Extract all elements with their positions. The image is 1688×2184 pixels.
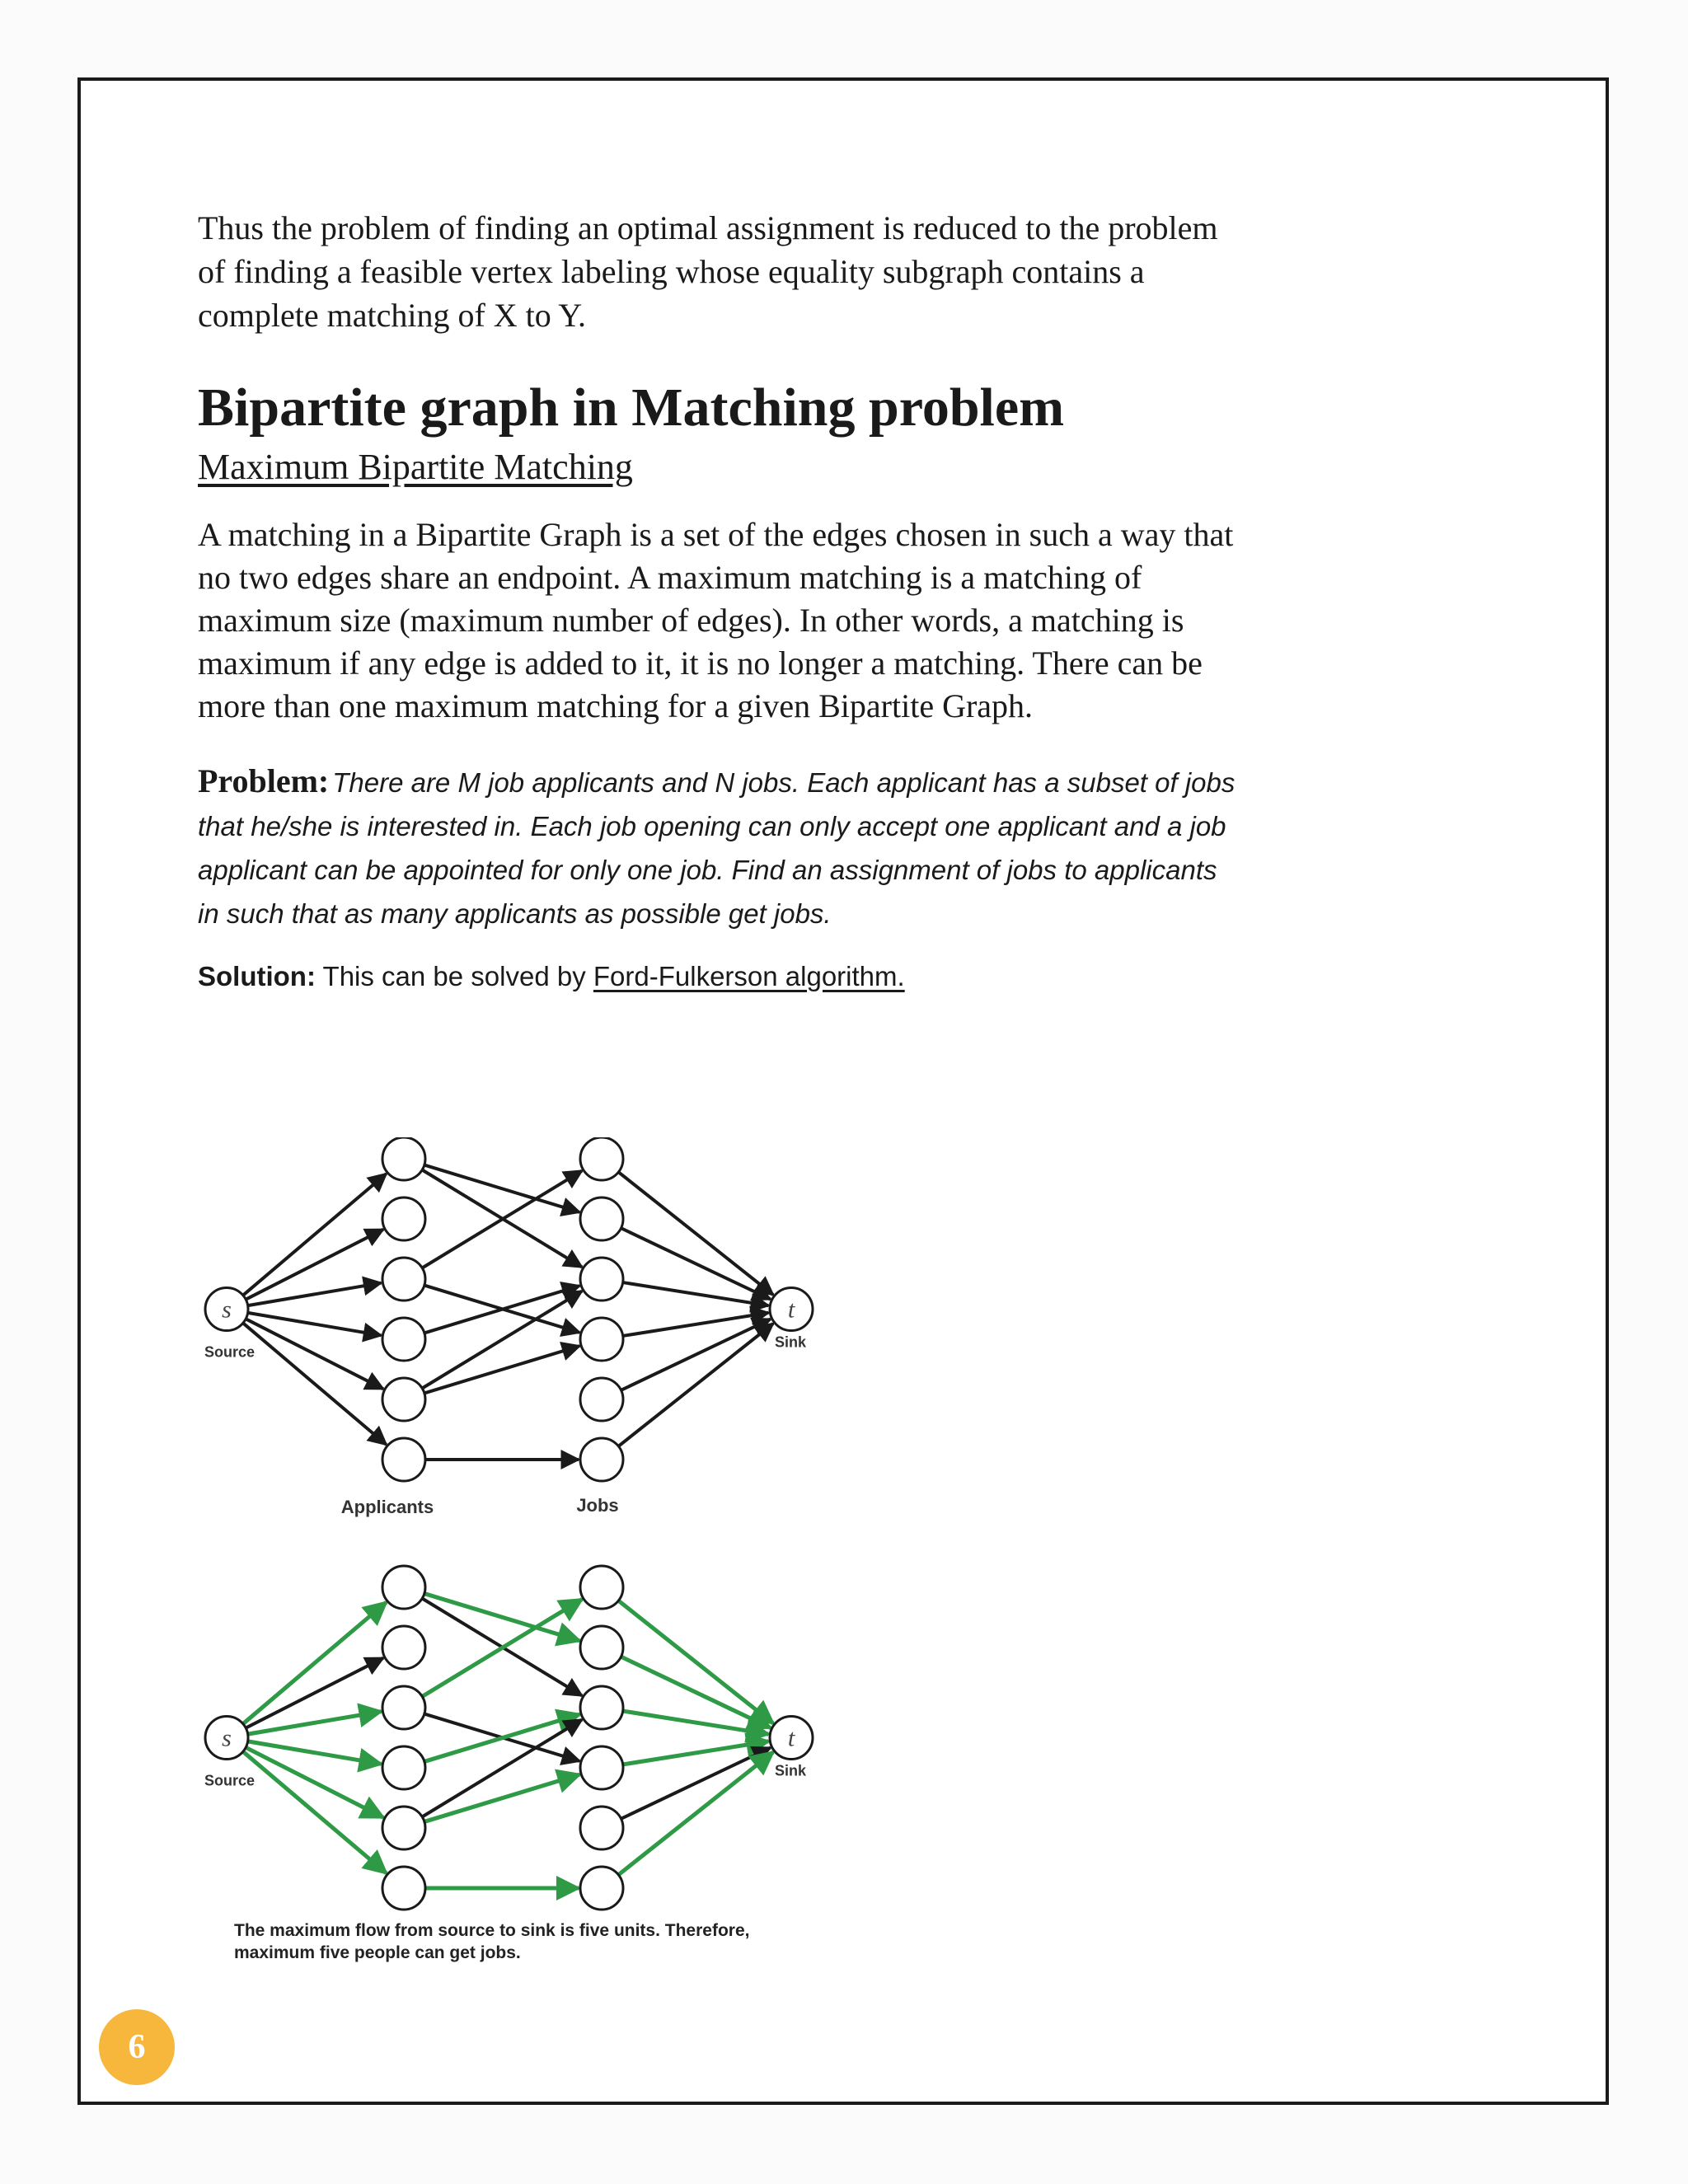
job-to-sink-edge — [623, 1282, 769, 1305]
job-node — [580, 1378, 623, 1421]
job-node — [580, 1137, 623, 1180]
applicant-node — [382, 1258, 425, 1301]
source-to-applicant-edge — [243, 1174, 387, 1296]
job-to-sink-edge — [621, 1319, 770, 1390]
job-to-sink-edge — [623, 1741, 769, 1765]
flow-network-figure — [198, 1137, 841, 1978]
applicant-to-job-edge — [424, 1346, 579, 1393]
solution-statement — [198, 958, 1236, 995]
source-node-label: s — [222, 1724, 232, 1752]
applicant-node — [382, 1438, 425, 1481]
source-to-applicant-edge — [248, 1283, 382, 1305]
ford-fulkerson-link[interactable]: Ford-Fulkerson algorithm. — [593, 961, 905, 991]
problem-text: There are M job applicants and N jobs. Each applicant has a subset of jobs that he/she is interested in. Each job opening can only accept one applicant and a job applicant can be appointed for only one job. Find an assignment of jobs to applicants in such that as many applicants as possible get jobs. — [198, 767, 1236, 929]
applicant-to-job-edge — [424, 1165, 579, 1212]
sink-label: Sink — [775, 1762, 807, 1779]
job-to-sink-edge — [618, 1601, 773, 1723]
problem-statement — [198, 762, 1236, 939]
applicant-node — [382, 1197, 425, 1240]
applicant-node — [382, 1807, 425, 1849]
intro-paragraph: Thus the problem of finding an optimal assignment is reduced to the problem of finding a feasible vertex labeling whose equality subgraph contains a complete matching of X to Y. — [198, 209, 1218, 334]
job-node — [580, 1318, 623, 1361]
applicant-to-job-edge — [424, 1774, 579, 1821]
job-node — [580, 1197, 623, 1240]
job-to-sink-edge — [621, 1228, 770, 1299]
source-to-applicant-edge — [246, 1319, 383, 1389]
applicant-node — [382, 1686, 425, 1729]
problem-label: Problem: — [198, 762, 330, 799]
source-to-applicant-edge — [243, 1323, 387, 1445]
source-to-applicant-edge — [246, 1747, 383, 1817]
applicant-node — [382, 1867, 425, 1910]
applicant-node — [382, 1137, 425, 1180]
source-to-applicant-edge — [246, 1658, 383, 1728]
job-node — [580, 1686, 623, 1729]
source-to-applicant-edge — [243, 1751, 387, 1873]
job-to-sink-edge — [621, 1748, 770, 1819]
applicant-to-job-edge — [422, 1720, 582, 1817]
jobs-label: Jobs — [576, 1495, 619, 1516]
solution-text: This can be solved by — [322, 961, 586, 991]
job-to-sink-edge — [621, 1657, 770, 1727]
job-node — [580, 1438, 623, 1481]
matching-definition-paragraph: A matching in a Bipartite Graph is a set of the edges chosen in such a way that no two edges share an endpoint. A maximum matching is a matching of maximum size (maximum number of edges). In other words, a matching is maximum if any edge is added to it, it is no longer a matching. There can be more than one maximum matching for a given Bipartite Graph. — [198, 516, 1234, 724]
job-to-sink-edge — [618, 1324, 773, 1446]
applicant-node — [382, 1318, 425, 1361]
job-to-sink-edge — [623, 1313, 769, 1336]
job-to-sink-edge — [618, 1172, 773, 1295]
job-to-sink-edge — [618, 1752, 773, 1875]
figure-caption-line-2: maximum five people can get jobs. — [234, 1943, 521, 1962]
source-label: Source — [204, 1772, 256, 1789]
job-node — [580, 1746, 623, 1789]
figure-caption-line-1: The maximum flow from source to sink is five units. Therefore, — [234, 1921, 750, 1940]
applicants-label: Applicants — [340, 1497, 434, 1517]
section-subtitle: Maximum Bipartite Matching — [198, 447, 633, 487]
job-node — [580, 1566, 623, 1609]
page-content — [198, 206, 1236, 995]
source-to-applicant-edge — [243, 1602, 387, 1724]
solution-label: Solution: — [198, 961, 316, 991]
applicant-node — [382, 1378, 425, 1421]
sink-node-label: t — [787, 1296, 795, 1324]
applicant-node — [382, 1626, 425, 1669]
applicant-node — [382, 1746, 425, 1789]
page-number-badge: 6 — [99, 2009, 175, 2085]
source-to-applicant-edge — [248, 1712, 382, 1734]
source-node-label: s — [222, 1296, 232, 1324]
applicant-to-job-edge — [422, 1291, 582, 1389]
job-node — [580, 1626, 623, 1669]
flow-network-svg — [198, 1137, 841, 1978]
sink-label: Sink — [775, 1333, 807, 1351]
source-label: Source — [204, 1343, 256, 1361]
job-node — [580, 1258, 623, 1301]
source-to-applicant-edge — [246, 1230, 383, 1300]
source-to-applicant-edge — [248, 1313, 382, 1335]
job-node — [580, 1807, 623, 1849]
sink-node-label: t — [787, 1724, 795, 1752]
job-node — [580, 1867, 623, 1910]
section-title: Bipartite graph in Matching problem — [198, 377, 1065, 438]
applicant-node — [382, 1566, 425, 1609]
